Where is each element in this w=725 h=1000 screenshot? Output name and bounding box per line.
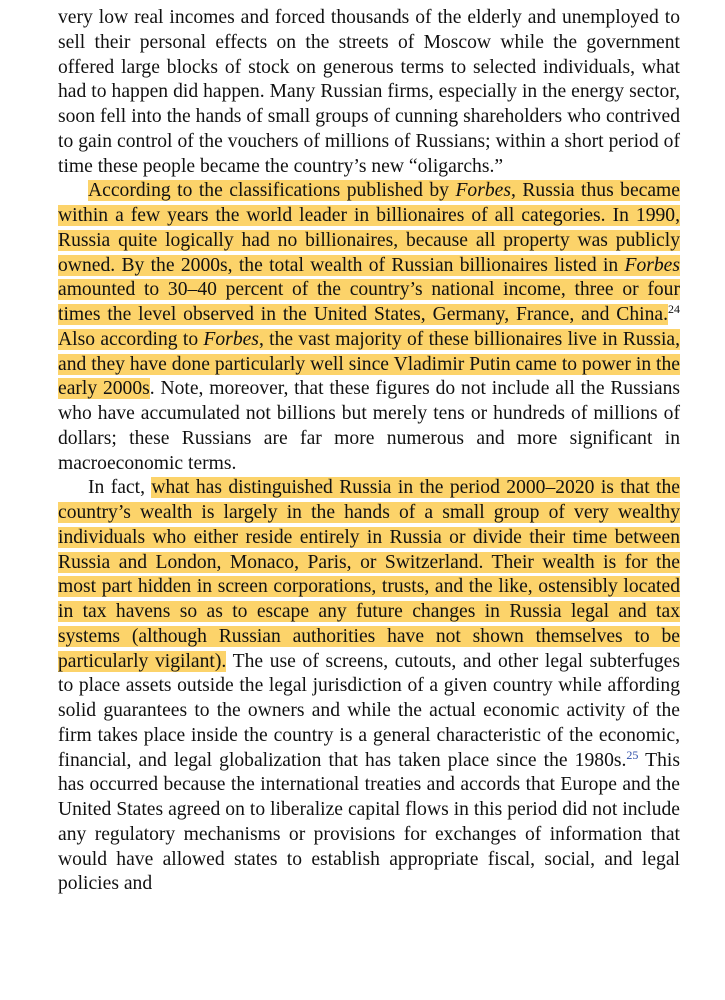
highlight-billionaires-ranking[interactable]	[58, 180, 680, 325]
footnote-ref-24[interactable]: 24	[668, 302, 680, 316]
footnote-ref-25[interactable]: 25	[626, 747, 639, 762]
forbes-title: Forbes	[455, 180, 511, 202]
highlight-text: According to the classifications published by	[88, 180, 456, 202]
highlight-text: , Russia thus became within a few years the world leader in billionaires of all categories. In 1990, Russia quite logically had no billionaires, because all property was publicly owned. By the 2000s, the total wealth of Russian billionaires listed in	[58, 180, 680, 276]
paragraph-oligarchs	[58, 6, 680, 179]
highlight-text: , the vast majority of these billionaires live in Russia, and they have done particularly well since Vladimir Putin came to power in the early 2000s	[58, 328, 680, 400]
paragraph-text: In fact,	[88, 477, 152, 499]
forbes-title: Forbes	[203, 328, 259, 350]
highlight-text: amounted to 30–40 percent of the country’s national income, three or four times the level observed in the United States, Germany, France, and China.	[58, 279, 680, 325]
paragraph-text: This has occurred because the international treaties and accords that Europe and the United States agreed on to liberalize capital flows in this period did not include any regulatory mechanisms or provisions for exchanges of information that would have allowed states to establish appropriate fiscal, social, and legal policies and	[58, 749, 680, 895]
book-page	[58, 6, 680, 897]
paragraph-wealth-concentration	[58, 476, 680, 897]
paragraph-text: . Note, moreover, that these figures do not include all the Russians who have accumulated not billions but merely tens or hundreds of millions of dollars; these Russians are far more numerous and more significant in macroeconomic terms.	[58, 378, 680, 474]
highlight-wealth-distribution[interactable]: what has distinguished Russia in the period 2000–2020 is that the country’s wealth is largely in the hands of a small group of very wealthy individuals who either reside entirely in Russia or divide their time between Russia and London, Monaco, Paris, or Switzerland. Their wealth is for the most part hidden in screen corporations, trusts, and the like, ostensibly located in tax havens so as to escape any future changes in Russia legal and tax systems (although Russian authorities have not shown themselves to be particularly vigilant).	[58, 477, 680, 672]
paragraph-forbes-billionaires	[58, 179, 680, 476]
forbes-title: Forbes	[624, 254, 680, 276]
highlight-text: Also according to	[58, 328, 204, 350]
paragraph-text: very low real incomes and forced thousands of the elderly and unemployed to sell their personal effects on the streets of Moscow while the government offered large blocks of stock on generous terms to selected individuals, what had to happen did happen. Many Russian firms, especially in the energy sector, soon fell into the hands of small groups of cunning shareholders who contrived to gain control of the vouchers of millions of Russians; within a short period of time these people became the country’s new “oligarchs.”	[58, 7, 680, 177]
paragraph-text: The use of screens, cutouts, and other legal subterfuges to place assets outside the legal jurisdiction of a given country while affording solid guarantees to the owners and while the actual economic activity of the firm takes place inside the country is a general characteristic of the economic, financial, and legal globalization that has taken place since the 1980s.	[58, 650, 680, 771]
